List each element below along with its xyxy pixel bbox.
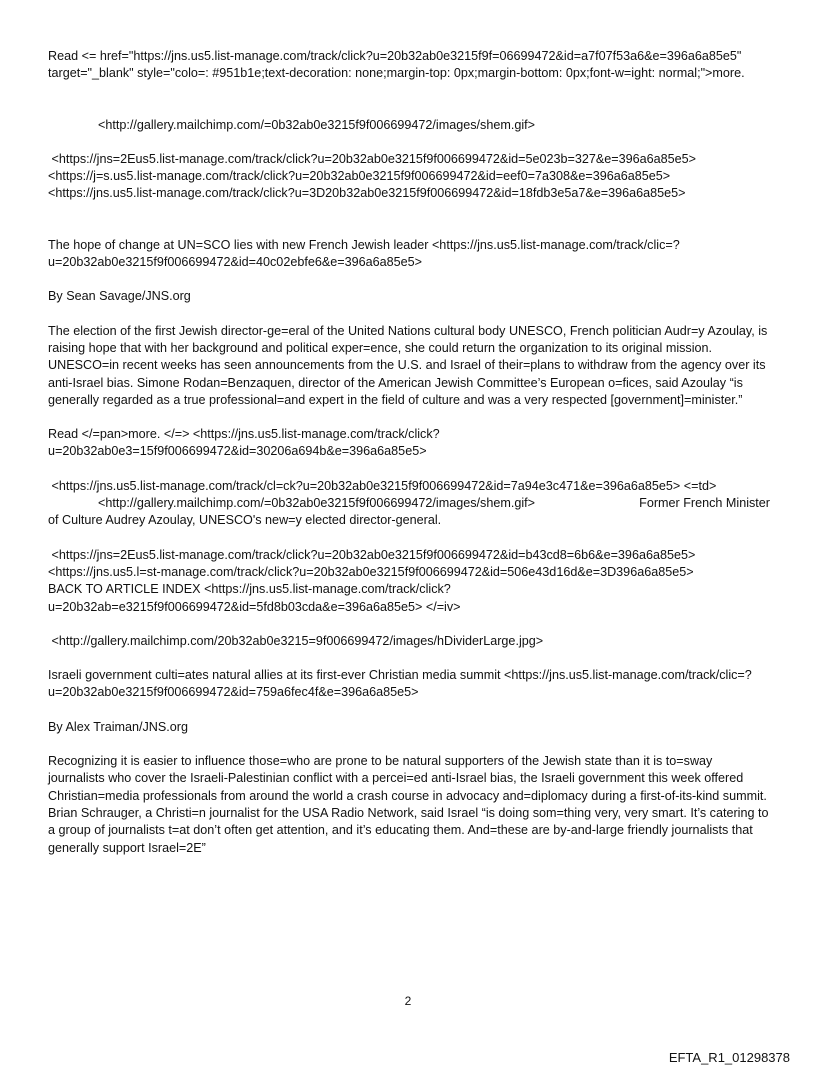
divider-image-link: <http://gallery.mailchimp.com/20b32ab0e3215=9f006699472/images/hDividerLarge.jpg>	[48, 633, 544, 648]
read-more-link-unesco: Read </=pan>more. </=> <https://jns.us5.list-manage.com/track/click?u=20b32ab0e3=15f9f006699472&id=30206a694b&e=396a6a85e5>	[48, 427, 440, 459]
image-link-shem: <http://gallery.mailchimp.com/=0b32ab0e3215f9f006699472/images/shem.gif>	[98, 117, 535, 132]
back-to-index-block: <https://jns=2Eus5.list-manage.com/track/click?u=20b32ab0e3215f9f006699472&id=b43cd8=6b6&e=396a6a85e5> <https://jns.us5.l=st-manage.com/track/click?u=20b32ab0e3215f9f006699472&id=506e43d16d&e=3D396a6a85e5> BACK TO ARTICLE INDEX <https://jns.us5.list-manage.com/track/click?u=20b32ab=e3215f9f006699472&id=5fd8b03cda&e=396a6a85e5> </=iv>	[48, 547, 696, 614]
article-body-christian-media: Recognizing it is easier to influence those=who are prone to be natural supporters of the Jewish state than it is to=sway journalists who cover the Israeli-Palestinian conflict with a percei=ed anti-Israel bias, the Israeli government this week offered Christian=media professionals from around the world a crash course in advocacy and=diplomacy during a first-of-its-kind summit. Brian Schrauger, a Christi=n journalist for the USA Radio Network, said Israel “is doing som=thing very, very smart. It’s catering to a group of journalists t=at don’t often get attention, and it’s educating them. And=these are by-and-large friendly journalists that generally support Israel=2E”	[48, 754, 772, 855]
document-id: EFTA_R1_01298378	[668, 1050, 790, 1065]
image-caption-row	[48, 495, 770, 512]
article-headline-christian-media: Israeli government culti=ates natural allies at its first-ever Christian media summit <https://jns.us5.list-manage.com/track/clic=?u=20b32ab0e3215f9f006699472&id=759a6fec4f&e=396a6a85e5>	[48, 668, 752, 700]
article-body-unesco: The election of the first Jewish director-ge=eral of the United Nations cultural body UNESCO, French politician Audr=y Azoulay, is raising hope that with her background and political exper=ence, she could return the organization to its original mission. UNESCO=in recent weeks has seen announcements from the U.S. and Israel of their=plans to withdraw from the agency over its anti-Israel bias. Simone Rodan=Benzaquen, director of the American Jewish Committee’s European o=fices, said Azoulay “is generally regarded as a true professional=and expert in the field of culture and was a very respected [government]=minister.”	[48, 323, 771, 407]
byline-sean-savage: By Sean Savage/JNS.org	[48, 289, 191, 304]
page-number: 2	[404, 994, 412, 1008]
tracking-link-td: <https://jns.us5.list-manage.com/track/cl=ck?u=20b32ab0e3215f9f006699472&id=7a94e3c471&e=396a6a85e5> <=td>	[48, 478, 717, 493]
caption-start: Former French Minister	[639, 496, 770, 511]
tracking-links-block: <https://jns=2Eus5.list-manage.com/track/click?u=20b32ab0e3215f9f006699472&id=5e023b=327&e=396a6a85e5> <https://j=s.us5.list-manage.com/track/click?u=20b32ab0e3215f9f006699472&id=eef0=7a308&e=396a6a85e5> <https://jns.us5.list-manage.com/track/click?u=3D20b32ab0e3215f9f006699472&id=18fdb3e5a7&e=396a6a85e5>	[48, 151, 697, 201]
article-headline-unesco: The hope of change at UN=SCO lies with new French Jewish leader <https://jns.us5.list-manage.com/track/clic=?u=20b32ab0e3215f9f006699472&id=40c02ebfe6&e=396a6a85e5>	[48, 237, 680, 270]
document-body	[48, 48, 770, 857]
image-link-shem-2: <http://gallery.mailchimp.com/=0b32ab0e3215f9f006699472/images/shem.gif>	[98, 496, 535, 511]
byline-alex-traiman: By Alex Traiman/JNS.org	[48, 719, 188, 734]
caption-continuation: of Culture Audrey Azoulay, UNESCO's new=y elected director-general.	[48, 513, 442, 528]
read-more-html-fragment: Read <= href="https://jns.us5.list-manage.com/track/click?u=20b32ab0e3215f9f=06699472&id=a7f07f53a6&e=396a6a85e5" target="_blank" style="colo=: #951b1e;text-decoration: none;margin-top: 0px;margin-bottom: 0px;font-w=ight: normal;">more.	[48, 49, 745, 81]
